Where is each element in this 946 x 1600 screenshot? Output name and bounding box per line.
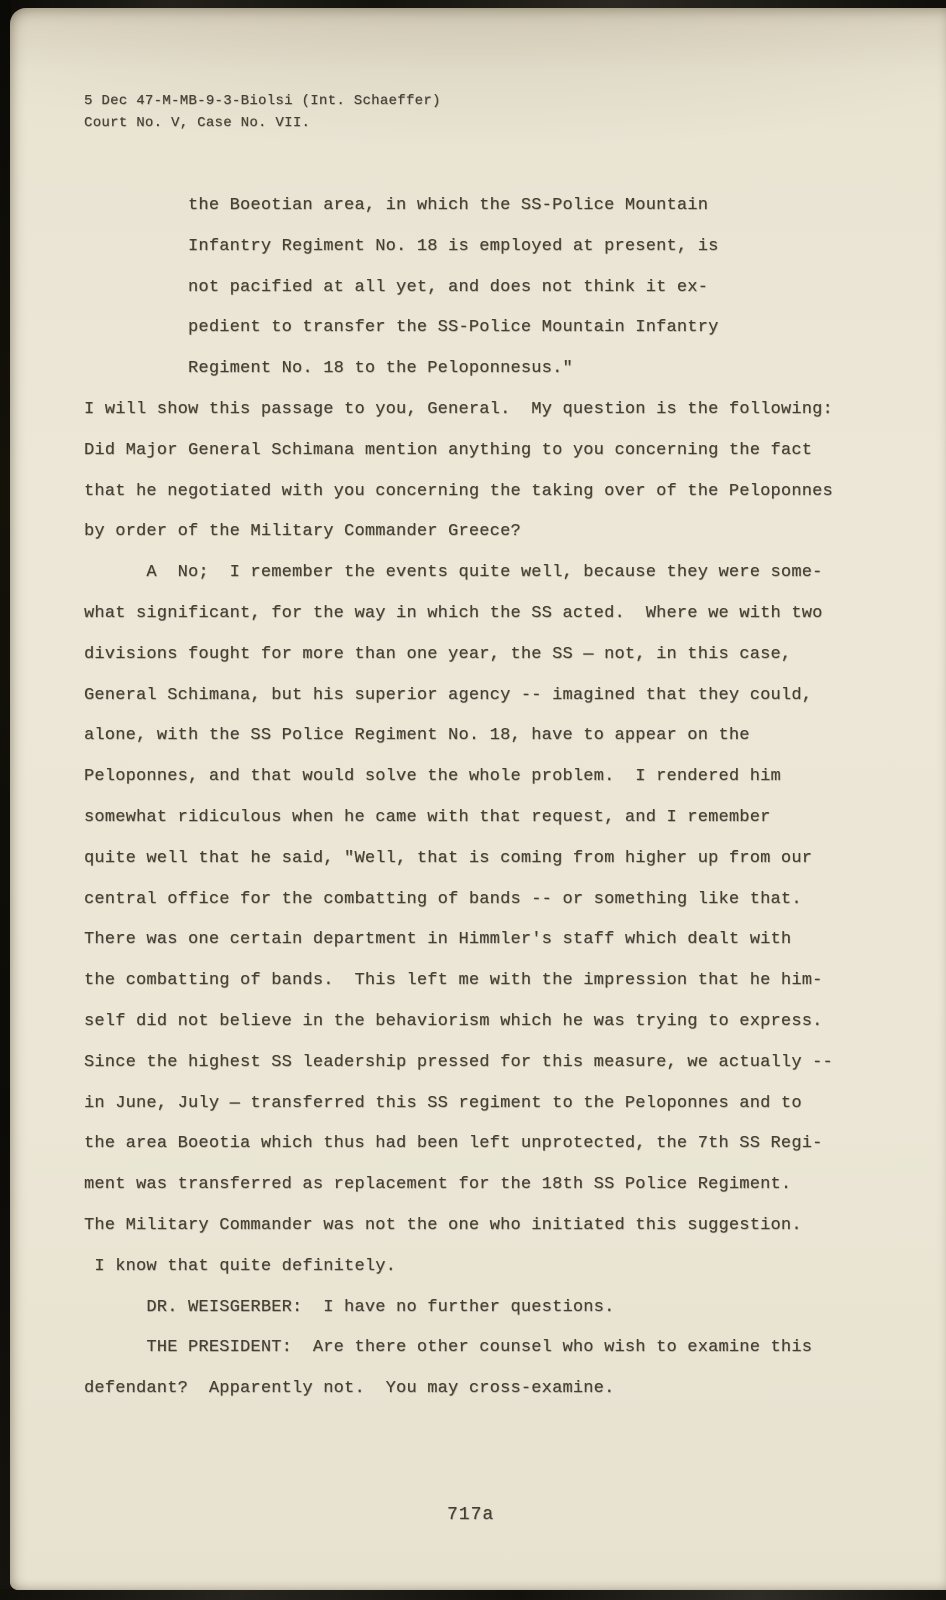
transcript-line: General Schimana, but his superior agency -- imagined that they could, [84, 685, 813, 705]
transcript-line: not pacified at all yet, and does not think it ex- [84, 277, 709, 297]
transcript-line: somewhat ridiculous when he came with that request, and I remember [84, 807, 771, 827]
transcript-line: DR. WEISGERBER: I have no further questions. [84, 1297, 615, 1317]
transcript-line: in June, July — transferred this SS regiment to the Peloponnes and to [84, 1093, 802, 1113]
transcript-line: the combatting of bands. This left me with the impression that he him- [84, 971, 823, 991]
transcript-line: the Boeotian area, in which the SS-Police Mountain [84, 196, 709, 215]
transcript-line: pedient to transfer the SS-Police Mountain Infantry [84, 318, 719, 338]
transcript-line: There was one certain department in Himmler's staff which dealt with [84, 930, 792, 950]
transcript-body [84, 186, 833, 1410]
transcript-line: by order of the Military Commander Greece? [84, 522, 521, 542]
document-header [84, 90, 441, 134]
transcript-line: THE PRESIDENT: Are there other counsel who wish to examine this [84, 1338, 813, 1358]
transcript-line: central office for the combatting of bands -- or something like that. [84, 889, 802, 909]
header-line: 5 Dec 47-M-MB-9-3-Biolsi (Int. Schaeffer) [84, 93, 441, 109]
header-line: Court No. V, Case No. VII. [84, 115, 311, 131]
page-number: 717a [447, 1505, 495, 1525]
transcript-line: Regiment No. 18 to the Peloponnesus." [84, 359, 573, 379]
transcript-line: Since the highest SS leadership pressed for this measure, we actually -- [84, 1052, 833, 1072]
transcript-line: defendant? Apparently not. You may cross-examine. [84, 1379, 615, 1399]
transcript-line: A No; I remember the events quite well, because they were some- [84, 563, 823, 583]
transcript-line: I will show this passage to you, General. My question is the following: [84, 399, 833, 419]
transcript-line: that he negotiated with you concerning the taking over of the Peloponnes [84, 481, 833, 501]
transcript-line: quite well that he said, "Well, that is coming from higher up from our [84, 848, 813, 868]
transcript-line: divisions fought for more than one year, the SS — not, in this case, [84, 644, 792, 664]
paper-sheet [10, 8, 946, 1590]
transcript-line: what significant, for the way in which the SS acted. Where we with two [84, 603, 823, 623]
transcript-line: Infantry Regiment No. 18 is employed at present, is [84, 236, 719, 256]
transcript-line: The Military Commander was not the one who initiated this suggestion. [84, 1215, 802, 1235]
transcript-line: I know that quite definitely. [84, 1256, 397, 1276]
scan-edge-bottom [0, 1589, 946, 1600]
transcript-line: the area Boeotia which thus had been left unprotected, the 7th SS Regi- [84, 1134, 823, 1154]
transcript-line: alone, with the SS Police Regiment No. 18, have to appear on the [84, 726, 750, 746]
transcript-line: Did Major General Schimana mention anything to you concerning the fact [84, 440, 813, 460]
transcript-line: ment was transferred as replacement for the 18th SS Police Regiment. [84, 1175, 792, 1195]
transcript-line: Peloponnes, and that would solve the whole problem. I rendered him [84, 767, 781, 787]
transcript-line: self did not believe in the behaviorism which he was trying to express. [84, 1011, 823, 1031]
